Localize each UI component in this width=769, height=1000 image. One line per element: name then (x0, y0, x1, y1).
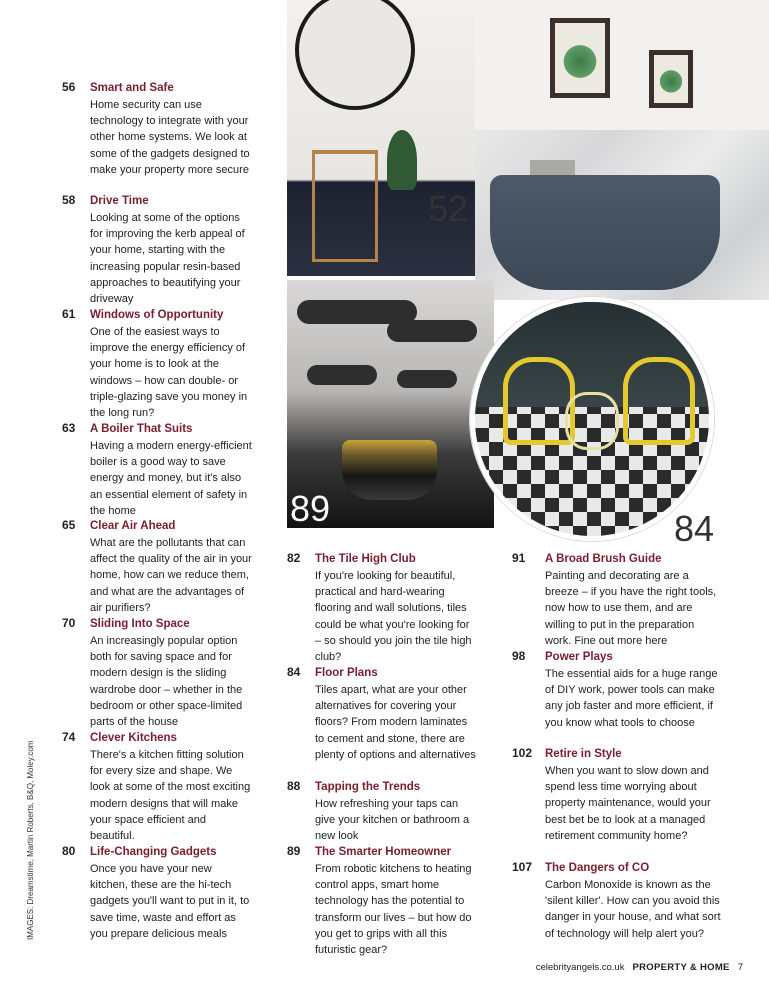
entry-title: The Tile High Club (315, 553, 416, 565)
entry-title: Clever Kitchens (90, 732, 177, 744)
contents-entry (287, 551, 477, 665)
contents-entry (287, 665, 477, 763)
round-mirror (295, 0, 415, 110)
entry-description: Home security can use technology to integrate with your other home systems. We look at some of the gadgets designed to make your property more secure (90, 99, 250, 176)
entry-title: Life-Changing Gadgets (90, 846, 217, 858)
contents-entry (62, 730, 252, 844)
entry-description: When you want to slow down and spend less time worrying about property maintenance, would your best bet be to look at a managed retirement community home? (545, 765, 711, 842)
contents-entry (512, 649, 722, 731)
page-number: 70 (62, 616, 76, 630)
contents-entry (62, 616, 252, 730)
entry-description: One of the easiest ways to improve the energy efficiency of your home is to look at the windows – how can double- or triple-glazing save you money in the long run? (90, 326, 248, 420)
freestanding-bathtub (490, 175, 720, 290)
contents-entry (62, 518, 252, 616)
entry-title: The Dangers of CO (545, 862, 650, 874)
entry-title: A Boiler That Suits (90, 423, 193, 435)
page-number: 84 (287, 665, 301, 679)
contents-entry (512, 551, 722, 649)
entry-title: Tapping the Trends (315, 781, 421, 793)
bathroom-bathtub-photo (475, 0, 769, 300)
framed-plant-print-small (649, 50, 693, 108)
patterned-tiles-photo (470, 297, 714, 541)
side-table (565, 392, 619, 450)
entry-description: If you're looking for beautiful, practical and hard-wearing flooring and wall solutions, tiles could be what you're looking for – so should you join the tile high club? (315, 570, 472, 664)
contents-entry (512, 746, 722, 844)
image-label-bathroom: 52 (428, 188, 469, 229)
entry-title: Floor Plans (315, 667, 378, 679)
contents-entry (512, 860, 722, 942)
footer-site[interactable]: celebrityangels.co.uk (535, 962, 625, 973)
image-label-kitchen: 89 (290, 488, 331, 529)
brass-trolley (312, 150, 378, 262)
page-number: 98 (512, 649, 526, 663)
page-number: 65 (62, 518, 76, 532)
contents-entry (62, 844, 252, 942)
page-footer (536, 962, 743, 973)
contents-entry (287, 779, 477, 845)
entry-description: There's a kitchen fitting solution for every size and shape. We look at some of the most exciting modern designs that will make your space efficient and beautiful. (90, 749, 251, 843)
contents-entry (62, 80, 252, 178)
hanging-plant (387, 130, 417, 190)
contents-entry (287, 844, 477, 958)
entry-description: What are the pollutants that can affect the quality of the air in your home, how can we reduce them, and what are the advantages of air purifiers? (90, 537, 252, 614)
page-number: 63 (62, 421, 76, 435)
entry-title: The Smarter Homeowner (315, 846, 452, 858)
entry-description: Once you have your new kitchen, these are the hi-tech gadgets you'll want to put in it, to save time, waste and effort as you prepare delicious meals (90, 863, 250, 940)
page-number: 107 (512, 860, 533, 874)
entry-description: From robotic kitchens to heating control apps, smart home technology has the potential to transform our lives – but how do you get to grips with all this futuristic gear? (315, 863, 472, 957)
contents-entry (62, 193, 252, 307)
yellow-chair-right (623, 357, 695, 445)
entry-description: How refreshing your taps can give your kitchen or bathroom a new look (315, 798, 470, 843)
page-number: 91 (512, 551, 526, 565)
entry-description: Carbon Monoxide is known as the 'silent killer'. How can you avoid this danger in your house, and what sort of technology will help alert you? (545, 879, 721, 940)
entry-title: A Broad Brush Guide (545, 553, 662, 565)
footer-section: PROPERTY & HOME (632, 962, 730, 973)
page-number: 58 (62, 193, 76, 207)
image-label-tiles: 84 (674, 508, 715, 549)
page-number: 61 (62, 307, 76, 321)
footer-page-number: 7 (737, 962, 743, 973)
entry-description: The essential aids for a huge range of DIY work, power tools can make any job faster and more efficient, if you know what tools to choose (545, 668, 718, 729)
page-number: 82 (287, 551, 301, 565)
entry-title: Smart and Safe (90, 82, 174, 94)
image-credits: IMAGES: Dreamstime, Martin Roberts, B&Q, Moley.com (26, 740, 35, 940)
cooking-pot (342, 440, 437, 500)
page-number: 89 (287, 844, 301, 858)
bathroom-mirror-photo (287, 0, 475, 276)
entry-description: Tiles apart, what are your other alternatives for covering your floors? From modern laminates to cement and stone, there are plenty of options and alternatives (315, 684, 476, 761)
entry-description: Looking at some of the options for improving the kerb appeal of your home, starting with the increasing popular resin-based approaches to beautifying your driveway (90, 212, 245, 306)
contents-entry (62, 307, 252, 421)
entry-title: Windows of Opportunity (90, 309, 224, 321)
framed-plant-print (550, 18, 610, 98)
yellow-chair-left (503, 357, 575, 445)
entry-title: Power Plays (545, 651, 613, 663)
entry-description: An increasingly popular option both for saving space and for modern design is the sliding wardrobe door – whether in the bedroom or other space-limited parts of the house (90, 635, 243, 729)
entry-description: Having a modern energy-efficient boiler is a good way to save energy and money, but it's also an essential element of safety in the home (90, 440, 252, 517)
page-number: 80 (62, 844, 76, 858)
page-number: 74 (62, 730, 76, 744)
contents-entry (62, 421, 252, 519)
entry-title: Drive Time (90, 195, 149, 207)
entry-description: Painting and decorating are a breeze – if you have the right tools, now how to use them, and are willing to put in the preparation work. Fine out more here (545, 570, 717, 647)
page-number: 88 (287, 779, 301, 793)
page-number: 56 (62, 80, 76, 94)
page-number: 102 (512, 746, 533, 760)
entry-title: Clear Air Ahead (90, 520, 176, 532)
entry-title: Sliding Into Space (90, 618, 190, 630)
entry-title: Retire in Style (545, 748, 622, 760)
